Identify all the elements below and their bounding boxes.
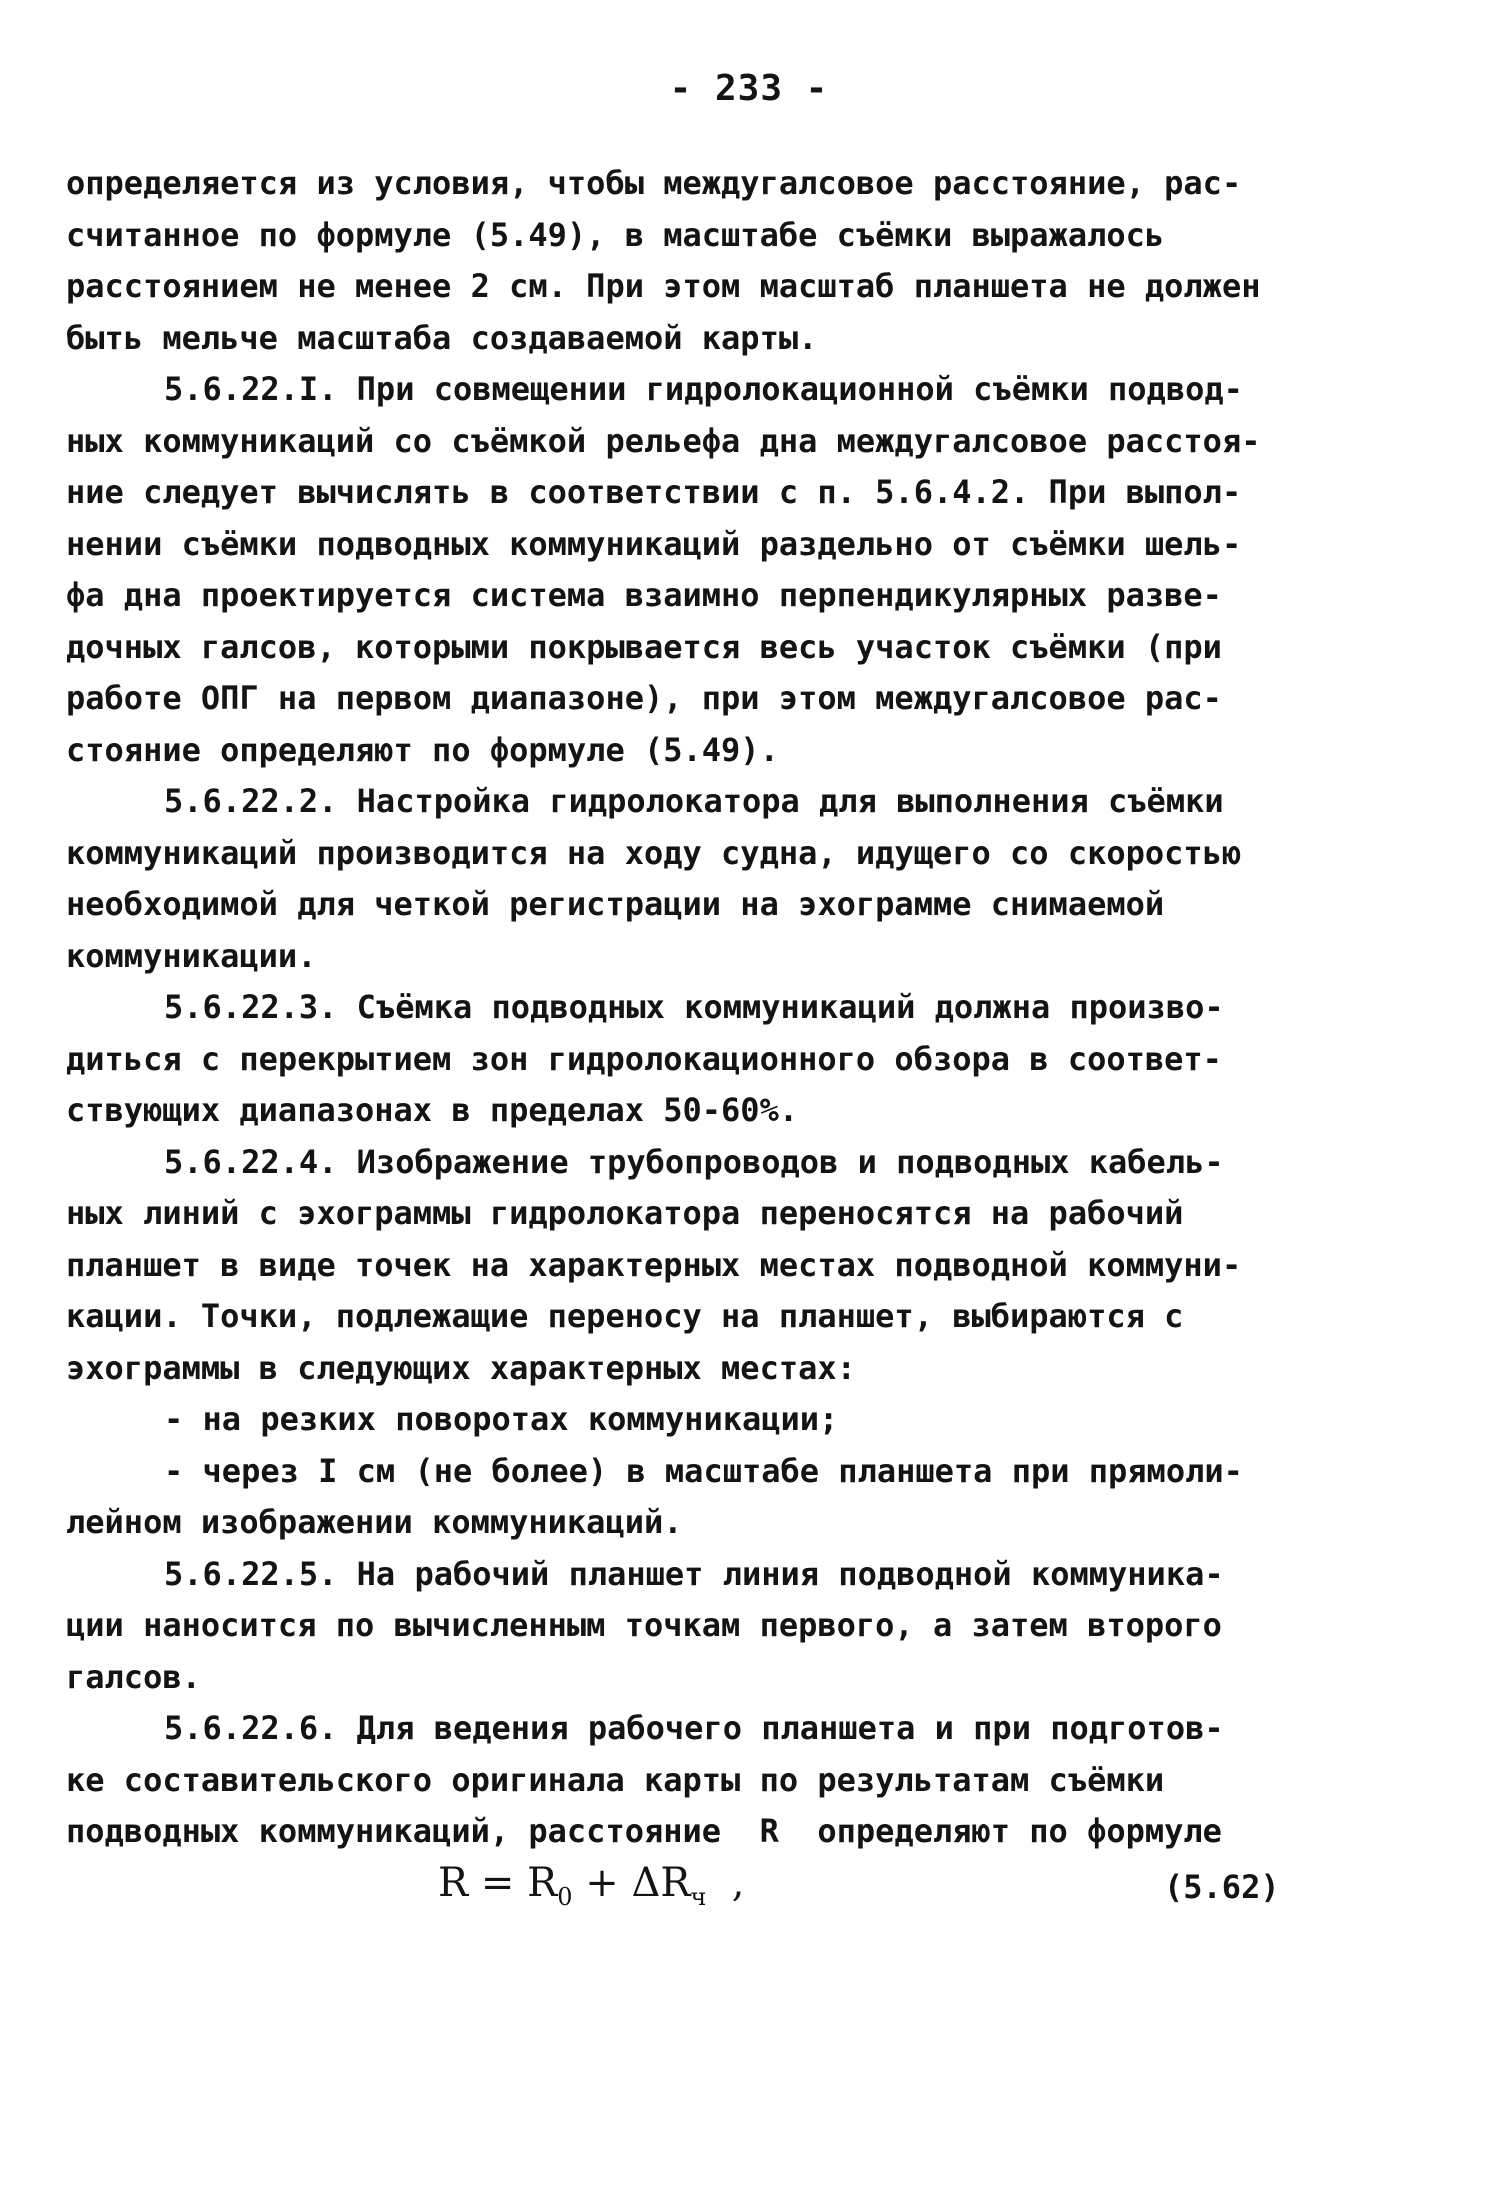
text-line: стояние определяют по формуле (5.49). xyxy=(66,730,779,769)
text-line: ции наносится по вычисленным точкам первого, а затем второго xyxy=(66,1606,1222,1644)
text-line: ке составительского оригинала карты по результатам съёмки xyxy=(66,1760,1165,1799)
text-line: ние следует вычислять в соответствии с п. 5.6.4.2. При выпол- xyxy=(66,473,1242,511)
text-line: быть мельче масштаба создаваемой карты. xyxy=(66,318,818,357)
text-line: ствующих диапазонах в пределах 50-60%. xyxy=(66,1091,799,1129)
page-number: - 233 - xyxy=(669,68,829,109)
formula-trail: , xyxy=(706,1860,745,1906)
text-line: коммуникаций производится на ходу судна, идущего со скоростью xyxy=(66,833,1242,872)
text-line: планшет в виде точек на характерных местах подводной коммуни- xyxy=(66,1245,1242,1284)
formula-lhs: R xyxy=(438,1860,469,1906)
text-line: лейном изображении коммуникаций. xyxy=(66,1503,683,1541)
formula-r0-subscript: 0 xyxy=(557,1883,573,1911)
text-line: 5.6.22.4. Изображение трубопроводов и подводных кабель- xyxy=(164,1142,1224,1181)
text-line: считанное по формуле (5.49), в масштабе съёмки выражалось xyxy=(66,215,1165,254)
text-line: расстоянием не менее 2 см. При этом масштаб планшета не должен xyxy=(66,267,1261,305)
text-line: 5.6.22.5. На рабочий планшет линия подводной коммуника- xyxy=(164,1554,1224,1593)
text-line: диться с перекрытием зон гидролокационного обзора в соответ- xyxy=(66,1039,1222,1078)
body-text xyxy=(66,158,1376,1858)
text-line: коммуникации. xyxy=(66,936,317,975)
text-line: определяется из условия, чтобы междугалсовое расстояние, рас- xyxy=(66,164,1242,202)
text-line: - на резких поворотах коммуникации; xyxy=(164,1400,839,1438)
text-line: эхограммы в следующих характерных местах: xyxy=(66,1348,856,1387)
formula-delta-subscript: ч xyxy=(690,1883,707,1911)
formula-delta-r: ΔR xyxy=(631,1860,691,1906)
formula-plus: + xyxy=(572,1860,632,1906)
formula-equals: = xyxy=(468,1860,528,1906)
text-line: ных линий с эхограммы гидролокатора переносятся на рабочий xyxy=(66,1194,1184,1232)
text-line: 5.6.22.I. При совмещении гидролокационной съёмки подвод- xyxy=(164,370,1243,408)
text-line: 5.6.22.6. Для ведения рабочего планшета и при подготов- xyxy=(164,1709,1224,1747)
text-line: галсов. xyxy=(66,1657,201,1696)
text-line: работе ОПГ на первом диапазоне), при этом междугалсовое рас- xyxy=(66,679,1222,717)
formula-number: (5.62) xyxy=(1164,1868,1280,1906)
text-line: необходимой для четкой регистрации на эхограмме снимаемой xyxy=(66,885,1165,923)
text-line: нении съёмки подводных коммуникаций раздельно от съёмки шель- xyxy=(66,524,1242,563)
text-line: 5.6.22.3. Съёмка подводных коммуникаций должна произво- xyxy=(164,988,1224,1026)
text-line: подводных коммуникаций, расстояние R определяют по формуле xyxy=(66,1812,1222,1850)
text-line: 5.6.22.2. Настройка гидролокатора для выполнения съёмки xyxy=(164,782,1224,820)
text-line: кации. Точки, подлежащие переносу на планшет, выбираются с xyxy=(66,1297,1184,1335)
text-line: ных коммуникаций со съёмкой рельефа дна междугалсовое расстоя- xyxy=(66,421,1261,460)
formula-r0: R xyxy=(527,1860,558,1906)
formula-5-62 xyxy=(438,1860,744,1911)
text-line: дочных галсов, которыми покрывается весь участок съёмки (при xyxy=(66,627,1222,666)
text-line: - через I см (не более) в масштабе планшета при прямоли- xyxy=(164,1451,1243,1490)
text-line: фа дна проектируется система взаимно перпендикулярных разве- xyxy=(66,576,1222,614)
